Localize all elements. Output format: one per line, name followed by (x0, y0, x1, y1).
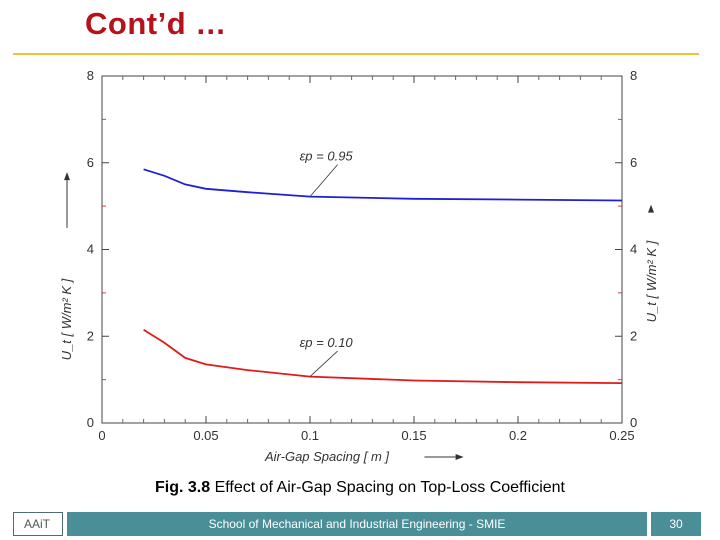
y-axis-arrowhead-right (648, 205, 654, 213)
y-tick-label: 6 (86, 154, 94, 170)
footer-page-number: 30 (651, 512, 701, 536)
x-tick-label: 0.25 (609, 428, 635, 443)
y-tick-label: 0 (86, 415, 94, 430)
caption-figure-number: Fig. 3.8 (155, 479, 211, 496)
title-divider (13, 53, 699, 55)
y-axis-arrowhead (64, 172, 70, 180)
figure-caption (0, 479, 720, 497)
series-line-1 (144, 330, 622, 383)
y-tick-label-right: 0 (630, 415, 638, 430)
air-gap-chart (55, 60, 675, 475)
x-tick-label: 0 (98, 428, 106, 443)
x-tick-label: 0.2 (508, 428, 528, 443)
y-tick-label-right: 6 (630, 154, 638, 170)
y-tick-label-right: 2 (630, 328, 638, 344)
series-label-1: εp = 0.10 (299, 335, 353, 351)
series-leader-1 (310, 351, 338, 376)
y-tick-label-right: 4 (630, 241, 638, 257)
series-line-0 (144, 169, 622, 200)
plot-frame (102, 76, 622, 423)
x-axis-arrowhead (456, 454, 464, 460)
x-tick-label: 0.05 (193, 428, 219, 443)
slide-title: Cont’d … (85, 6, 227, 41)
series-leader-0 (310, 165, 338, 197)
y-tick-label: 8 (86, 68, 94, 83)
y-tick-label: 2 (86, 328, 94, 344)
footer-institution: AAiT (13, 512, 63, 536)
y-tick-label: 4 (86, 241, 94, 257)
x-axis-label: Air-Gap Spacing [ m ] (264, 449, 390, 464)
x-tick-label: 0.15 (401, 428, 427, 443)
footer-school-name: School of Mechanical and Industrial Engineering - SMIE (67, 512, 647, 536)
x-tick-label: 0.1 (300, 428, 320, 443)
y-axis-label-right: U_t [ W/m² K ] (644, 240, 659, 323)
y-tick-label-right: 8 (630, 68, 638, 83)
y-axis-label: U_t [ W/m² K ] (59, 278, 74, 361)
caption-text: Effect of Air-Gap Spacing on Top-Loss Coefficient (210, 479, 565, 496)
series-label-0: εp = 0.95 (299, 148, 353, 164)
